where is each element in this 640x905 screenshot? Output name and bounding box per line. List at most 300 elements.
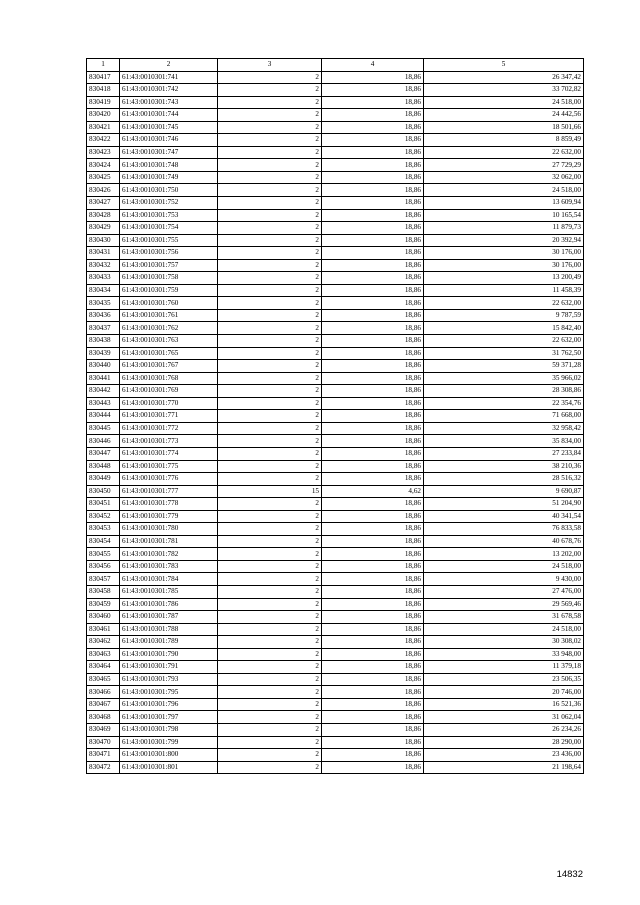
value-cell: 20 392,94: [424, 234, 584, 247]
value-cell: 24 518,00: [424, 184, 584, 197]
row-number-cell: 830428: [87, 209, 120, 222]
cadastral-number-cell: 61:43:0010301:745: [120, 121, 218, 134]
table-row: [87, 171, 584, 184]
cadastral-number-cell: 61:43:0010301:748: [120, 159, 218, 172]
value-cell: 21 198,64: [424, 761, 584, 774]
cadastral-number-cell: 61:43:0010301:784: [120, 573, 218, 586]
row-number-cell: 830433: [87, 272, 120, 285]
value-cell: 11 379,18: [424, 661, 584, 674]
cadastral-number-cell: 61:43:0010301:801: [120, 761, 218, 774]
table-row: [87, 347, 584, 360]
row-number-cell: 830469: [87, 723, 120, 736]
column-3-cell: 2: [218, 234, 322, 247]
column-3-cell: 2: [218, 335, 322, 348]
table-row: [87, 573, 584, 586]
row-number-cell: 830457: [87, 573, 120, 586]
row-number-cell: 830447: [87, 447, 120, 460]
column-header-2: 2: [120, 59, 218, 72]
cadastral-number-cell: 61:43:0010301:781: [120, 535, 218, 548]
row-number-cell: 830421: [87, 121, 120, 134]
value-cell: 13 202,00: [424, 548, 584, 561]
header-row: [87, 59, 584, 72]
table-row: [87, 636, 584, 649]
row-number-cell: 830418: [87, 84, 120, 97]
table-row: [87, 498, 584, 511]
column-4-cell: 18,86: [322, 548, 424, 561]
cadastral-number-cell: 61:43:0010301:771: [120, 410, 218, 423]
value-cell: 20 746,00: [424, 686, 584, 699]
table-row: [87, 698, 584, 711]
value-cell: 24 442,56: [424, 109, 584, 122]
cadastral-number-cell: 61:43:0010301:759: [120, 284, 218, 297]
cadastral-number-cell: 61:43:0010301:787: [120, 611, 218, 624]
value-cell: 10 165,54: [424, 209, 584, 222]
row-number-cell: 830468: [87, 711, 120, 724]
column-4-cell: 18,86: [322, 96, 424, 109]
column-3-cell: 2: [218, 297, 322, 310]
row-number-cell: 830451: [87, 498, 120, 511]
column-3-cell: 2: [218, 397, 322, 410]
column-4-cell: 18,86: [322, 598, 424, 611]
column-4-cell: 18,86: [322, 473, 424, 486]
cadastral-number-cell: 61:43:0010301:752: [120, 197, 218, 210]
row-number-cell: 830417: [87, 71, 120, 84]
cadastral-number-cell: 61:43:0010301:761: [120, 309, 218, 322]
table-row: [87, 234, 584, 247]
column-3-cell: 2: [218, 197, 322, 210]
cadastral-number-cell: 61:43:0010301:791: [120, 661, 218, 674]
column-3-cell: 2: [218, 272, 322, 285]
value-cell: 27 233,84: [424, 447, 584, 460]
row-number-cell: 830424: [87, 159, 120, 172]
table-row: [87, 548, 584, 561]
column-4-cell: 18,86: [322, 460, 424, 473]
cadastral-number-cell: 61:43:0010301:754: [120, 222, 218, 235]
column-4-cell: 18,86: [322, 284, 424, 297]
value-cell: 26 234,26: [424, 723, 584, 736]
value-cell: 22 632,00: [424, 297, 584, 310]
row-number-cell: 830466: [87, 686, 120, 699]
value-cell: 31 762,50: [424, 347, 584, 360]
column-4-cell: 18,86: [322, 259, 424, 272]
column-header-5: 5: [424, 59, 584, 72]
column-4-cell: 18,86: [322, 121, 424, 134]
column-4-cell: 18,86: [322, 322, 424, 335]
cadastral-number-cell: 61:43:0010301:744: [120, 109, 218, 122]
row-number-cell: 830460: [87, 611, 120, 624]
column-3-cell: 2: [218, 723, 322, 736]
column-header-4: 4: [322, 59, 424, 72]
column-3-cell: 2: [218, 535, 322, 548]
row-number-cell: 830430: [87, 234, 120, 247]
value-cell: 13 200,49: [424, 272, 584, 285]
cadastral-number-cell: 61:43:0010301:782: [120, 548, 218, 561]
row-number-cell: 830464: [87, 661, 120, 674]
table-row: [87, 197, 584, 210]
value-cell: 35 966,02: [424, 372, 584, 385]
column-3-cell: 2: [218, 96, 322, 109]
table-row: [87, 535, 584, 548]
column-4-cell: 18,86: [322, 197, 424, 210]
row-number-cell: 830432: [87, 259, 120, 272]
column-3-cell: 2: [218, 498, 322, 511]
table-row: [87, 422, 584, 435]
value-cell: 18 501,66: [424, 121, 584, 134]
column-3-cell: 2: [218, 347, 322, 360]
column-3-cell: 2: [218, 749, 322, 762]
cadastral-number-cell: 61:43:0010301:743: [120, 96, 218, 109]
column-4-cell: 18,86: [322, 247, 424, 260]
column-3-cell: 2: [218, 585, 322, 598]
row-number-cell: 830458: [87, 585, 120, 598]
column-4-cell: 18,86: [322, 435, 424, 448]
table-row: [87, 510, 584, 523]
table-row: [87, 84, 584, 97]
column-4-cell: 18,86: [322, 761, 424, 774]
table-row: [87, 648, 584, 661]
column-4-cell: 18,86: [322, 749, 424, 762]
column-4-cell: 18,86: [322, 422, 424, 435]
table-row: [87, 184, 584, 197]
table-row: [87, 686, 584, 699]
value-cell: 33 948,00: [424, 648, 584, 661]
value-cell: 22 632,00: [424, 146, 584, 159]
value-cell: 28 308,86: [424, 385, 584, 398]
row-number-cell: 830471: [87, 749, 120, 762]
column-3-cell: 2: [218, 761, 322, 774]
value-cell: 24 518,00: [424, 623, 584, 636]
row-number-cell: 830455: [87, 548, 120, 561]
value-cell: 31 678,58: [424, 611, 584, 624]
row-number-cell: 830463: [87, 648, 120, 661]
table-row: [87, 159, 584, 172]
cadastral-number-cell: 61:43:0010301:796: [120, 698, 218, 711]
row-number-cell: 830434: [87, 284, 120, 297]
cadastral-number-cell: 61:43:0010301:799: [120, 736, 218, 749]
cadastral-number-cell: 61:43:0010301:746: [120, 134, 218, 147]
column-3-cell: 2: [218, 435, 322, 448]
column-3-cell: 2: [218, 711, 322, 724]
value-cell: 24 518,00: [424, 96, 584, 109]
column-4-cell: 18,86: [322, 498, 424, 511]
column-4-cell: 18,86: [322, 335, 424, 348]
row-number-cell: 830467: [87, 698, 120, 711]
table-row: [87, 410, 584, 423]
table-row: [87, 146, 584, 159]
table-row: [87, 585, 584, 598]
column-3-cell: 2: [218, 473, 322, 486]
cadastral-number-cell: 61:43:0010301:795: [120, 686, 218, 699]
row-number-cell: 830462: [87, 636, 120, 649]
column-3-cell: 2: [218, 523, 322, 536]
table-row: [87, 485, 584, 498]
value-cell: 51 204,90: [424, 498, 584, 511]
data-table: [86, 58, 584, 774]
column-3-cell: 2: [218, 71, 322, 84]
column-3-cell: 2: [218, 598, 322, 611]
row-number-cell: 830442: [87, 385, 120, 398]
cadastral-number-cell: 61:43:0010301:777: [120, 485, 218, 498]
column-3-cell: 2: [218, 623, 322, 636]
cadastral-number-cell: 61:43:0010301:783: [120, 560, 218, 573]
value-cell: 38 210,36: [424, 460, 584, 473]
column-4-cell: 18,86: [322, 623, 424, 636]
cadastral-number-cell: 61:43:0010301:757: [120, 259, 218, 272]
cadastral-number-cell: 61:43:0010301:788: [120, 623, 218, 636]
column-4-cell: 18,86: [322, 611, 424, 624]
row-number-cell: 830429: [87, 222, 120, 235]
row-number-cell: 830422: [87, 134, 120, 147]
value-cell: 31 062,04: [424, 711, 584, 724]
column-header-3: 3: [218, 59, 322, 72]
table-row: [87, 272, 584, 285]
column-3-cell: 2: [218, 510, 322, 523]
value-cell: 35 834,00: [424, 435, 584, 448]
row-number-cell: 830440: [87, 360, 120, 373]
column-4-cell: 18,86: [322, 673, 424, 686]
value-cell: 15 842,40: [424, 322, 584, 335]
table-row: [87, 598, 584, 611]
value-cell: 33 702,82: [424, 84, 584, 97]
table-row: [87, 661, 584, 674]
value-cell: 32 062,00: [424, 171, 584, 184]
column-4-cell: 4,62: [322, 485, 424, 498]
column-3-cell: 2: [218, 385, 322, 398]
table-row: [87, 297, 584, 310]
cadastral-number-cell: 61:43:0010301:774: [120, 447, 218, 460]
value-cell: 23 506,35: [424, 673, 584, 686]
cadastral-number-cell: 61:43:0010301:758: [120, 272, 218, 285]
column-4-cell: 18,86: [322, 560, 424, 573]
value-cell: 59 371,28: [424, 360, 584, 373]
cadastral-number-cell: 61:43:0010301:770: [120, 397, 218, 410]
cadastral-number-cell: 61:43:0010301:772: [120, 422, 218, 435]
value-cell: 40 678,76: [424, 535, 584, 548]
cadastral-number-cell: 61:43:0010301:789: [120, 636, 218, 649]
table-row: [87, 447, 584, 460]
table-row: [87, 736, 584, 749]
column-header-1: 1: [87, 59, 120, 72]
value-cell: 26 347,42: [424, 71, 584, 84]
column-3-cell: 2: [218, 410, 322, 423]
cadastral-number-cell: 61:43:0010301:798: [120, 723, 218, 736]
column-4-cell: 18,86: [322, 447, 424, 460]
column-4-cell: 18,86: [322, 573, 424, 586]
row-number-cell: 830439: [87, 347, 120, 360]
table-row: [87, 723, 584, 736]
row-number-cell: 830423: [87, 146, 120, 159]
value-cell: 28 516,32: [424, 473, 584, 486]
value-cell: 11 458,39: [424, 284, 584, 297]
row-number-cell: 830445: [87, 422, 120, 435]
value-cell: 27 729,29: [424, 159, 584, 172]
row-number-cell: 830431: [87, 247, 120, 260]
row-number-cell: 830449: [87, 473, 120, 486]
table-body: [87, 71, 584, 774]
cadastral-number-cell: 61:43:0010301:793: [120, 673, 218, 686]
column-4-cell: 18,86: [322, 347, 424, 360]
value-cell: 40 341,54: [424, 510, 584, 523]
column-4-cell: 18,86: [322, 309, 424, 322]
column-3-cell: 2: [218, 736, 322, 749]
column-4-cell: 18,86: [322, 71, 424, 84]
table-row: [87, 309, 584, 322]
table-row: [87, 222, 584, 235]
column-4-cell: 18,86: [322, 397, 424, 410]
column-4-cell: 18,86: [322, 410, 424, 423]
column-3-cell: 2: [218, 611, 322, 624]
table-row: [87, 560, 584, 573]
value-cell: 9 787,59: [424, 309, 584, 322]
row-number-cell: 830419: [87, 96, 120, 109]
value-cell: 9 430,00: [424, 573, 584, 586]
column-4-cell: 18,86: [322, 272, 424, 285]
column-4-cell: 18,86: [322, 184, 424, 197]
table-row: [87, 749, 584, 762]
table-row: [87, 623, 584, 636]
column-3-cell: 2: [218, 573, 322, 586]
table-row: [87, 473, 584, 486]
table-row: [87, 121, 584, 134]
value-cell: 71 668,00: [424, 410, 584, 423]
table-row: [87, 109, 584, 122]
cadastral-number-cell: 61:43:0010301:747: [120, 146, 218, 159]
row-number-cell: 830456: [87, 560, 120, 573]
value-cell: 30 176,00: [424, 247, 584, 260]
cadastral-number-cell: 61:43:0010301:786: [120, 598, 218, 611]
value-cell: 11 879,73: [424, 222, 584, 235]
value-cell: 9 690,87: [424, 485, 584, 498]
cadastral-number-cell: 61:43:0010301:742: [120, 84, 218, 97]
table-row: [87, 259, 584, 272]
value-cell: 22 632,00: [424, 335, 584, 348]
value-cell: 13 609,94: [424, 197, 584, 210]
row-number-cell: 830450: [87, 485, 120, 498]
row-number-cell: 830461: [87, 623, 120, 636]
column-3-cell: 2: [218, 460, 322, 473]
table-row: [87, 247, 584, 260]
column-3-cell: 2: [218, 247, 322, 260]
column-4-cell: 18,86: [322, 134, 424, 147]
column-3-cell: 2: [218, 447, 322, 460]
cadastral-number-cell: 61:43:0010301:773: [120, 435, 218, 448]
row-number-cell: 830436: [87, 309, 120, 322]
column-3-cell: 2: [218, 372, 322, 385]
column-3-cell: 2: [218, 109, 322, 122]
column-4-cell: 18,86: [322, 171, 424, 184]
cadastral-number-cell: 61:43:0010301:778: [120, 498, 218, 511]
table-row: [87, 322, 584, 335]
cadastral-number-cell: 61:43:0010301:750: [120, 184, 218, 197]
cadastral-number-cell: 61:43:0010301:785: [120, 585, 218, 598]
row-number-cell: 830427: [87, 197, 120, 210]
table-row: [87, 761, 584, 774]
column-4-cell: 18,86: [322, 523, 424, 536]
table-row: [87, 611, 584, 624]
column-4-cell: 18,86: [322, 372, 424, 385]
column-4-cell: 18,86: [322, 385, 424, 398]
row-number-cell: 830420: [87, 109, 120, 122]
column-3-cell: 2: [218, 171, 322, 184]
column-3-cell: 2: [218, 360, 322, 373]
column-4-cell: 18,86: [322, 297, 424, 310]
row-number-cell: 830443: [87, 397, 120, 410]
column-3-cell: 2: [218, 134, 322, 147]
column-4-cell: 18,86: [322, 661, 424, 674]
value-cell: 16 521,36: [424, 698, 584, 711]
row-number-cell: 830437: [87, 322, 120, 335]
column-3-cell: 2: [218, 322, 322, 335]
column-4-cell: 18,86: [322, 234, 424, 247]
column-3-cell: 15: [218, 485, 322, 498]
column-4-cell: 18,86: [322, 109, 424, 122]
column-4-cell: 18,86: [322, 585, 424, 598]
column-4-cell: 18,86: [322, 636, 424, 649]
column-4-cell: 18,86: [322, 648, 424, 661]
column-3-cell: 2: [218, 121, 322, 134]
cadastral-number-cell: 61:43:0010301:797: [120, 711, 218, 724]
table-row: [87, 372, 584, 385]
column-3-cell: 2: [218, 648, 322, 661]
row-number-cell: 830446: [87, 435, 120, 448]
value-cell: 24 518,00: [424, 560, 584, 573]
value-cell: 32 958,42: [424, 422, 584, 435]
table-row: [87, 96, 584, 109]
cadastral-number-cell: 61:43:0010301:741: [120, 71, 218, 84]
table-row: [87, 71, 584, 84]
row-number-cell: 830454: [87, 535, 120, 548]
cadastral-number-cell: 61:43:0010301:775: [120, 460, 218, 473]
row-number-cell: 830470: [87, 736, 120, 749]
value-cell: 29 569,46: [424, 598, 584, 611]
cadastral-number-cell: 61:43:0010301:790: [120, 648, 218, 661]
row-number-cell: 830459: [87, 598, 120, 611]
value-cell: 28 290,00: [424, 736, 584, 749]
column-3-cell: 2: [218, 548, 322, 561]
value-cell: 30 308,02: [424, 636, 584, 649]
column-4-cell: 18,86: [322, 159, 424, 172]
column-4-cell: 18,86: [322, 510, 424, 523]
cadastral-number-cell: 61:43:0010301:755: [120, 234, 218, 247]
row-number-cell: 830448: [87, 460, 120, 473]
table-header: [87, 59, 584, 72]
table-row: [87, 335, 584, 348]
value-cell: 8 859,49: [424, 134, 584, 147]
value-cell: 22 354,76: [424, 397, 584, 410]
column-4-cell: 18,86: [322, 723, 424, 736]
cadastral-number-cell: 61:43:0010301:780: [120, 523, 218, 536]
row-number-cell: 830453: [87, 523, 120, 536]
column-3-cell: 2: [218, 673, 322, 686]
row-number-cell: 830435: [87, 297, 120, 310]
column-3-cell: 2: [218, 159, 322, 172]
cadastral-number-cell: 61:43:0010301:768: [120, 372, 218, 385]
column-3-cell: 2: [218, 259, 322, 272]
cadastral-number-cell: 61:43:0010301:760: [120, 297, 218, 310]
column-4-cell: 18,86: [322, 736, 424, 749]
cadastral-number-cell: 61:43:0010301:776: [120, 473, 218, 486]
column-3-cell: 2: [218, 209, 322, 222]
column-3-cell: 2: [218, 560, 322, 573]
column-4-cell: 18,86: [322, 535, 424, 548]
table-row: [87, 711, 584, 724]
value-cell: 27 476,00: [424, 585, 584, 598]
column-3-cell: 2: [218, 146, 322, 159]
cadastral-number-cell: 61:43:0010301:769: [120, 385, 218, 398]
column-3-cell: 2: [218, 661, 322, 674]
row-number-cell: 830438: [87, 335, 120, 348]
column-4-cell: 18,86: [322, 146, 424, 159]
